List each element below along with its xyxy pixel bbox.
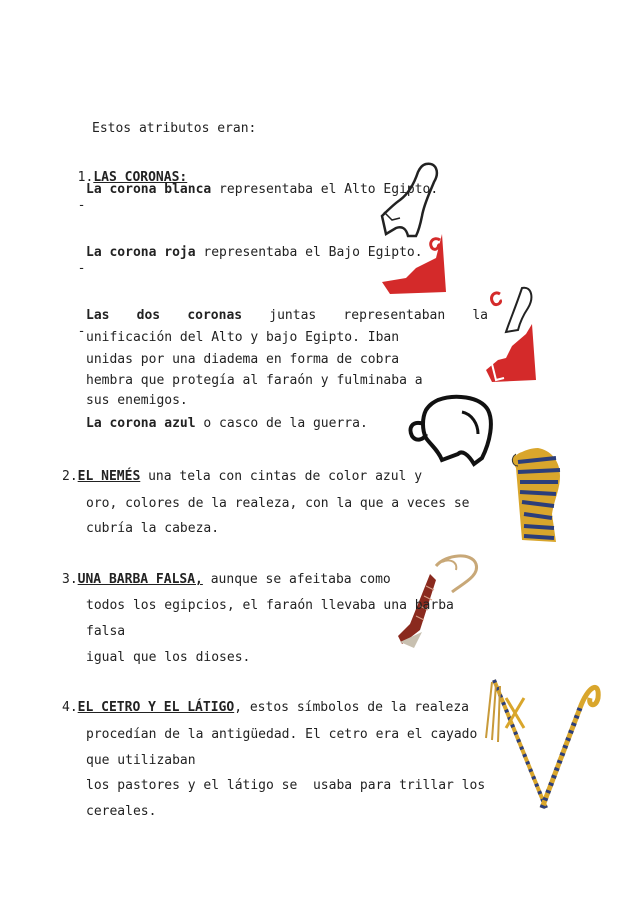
word: dos — [136, 308, 161, 323]
corona-roja-text — [86, 245, 423, 261]
word: la — [472, 308, 488, 323]
word: coronas — [187, 308, 243, 323]
bullet: - — [77, 198, 86, 213]
crook-and-flail-icon — [484, 668, 604, 818]
list-number: 4. — [62, 700, 78, 715]
red-crown-icon — [376, 228, 466, 298]
cetro-line-5: cereales. — [86, 804, 157, 819]
bullet: - — [77, 261, 86, 276]
nemes-icon — [508, 440, 564, 544]
word: Las — [86, 308, 110, 323]
blue-crown-icon — [402, 394, 496, 468]
barba-line-3: falsa — [86, 624, 126, 639]
corona-blanca-text — [86, 182, 438, 198]
barba-line-4: igual que los dioses. — [86, 650, 251, 665]
list-number: 2. — [62, 469, 78, 484]
term: La corona roja — [86, 245, 196, 260]
section-barba-line-1 — [62, 572, 391, 588]
bullet-corona-roja — [62, 245, 85, 277]
dos-coronas-line-3: unidas por una diadema en forma de cobra — [86, 352, 400, 367]
cetro-line-4: los pastores y el látigo se usaba para trillar los — [86, 778, 486, 793]
term: La corona azul — [86, 416, 196, 431]
bullet: - — [77, 324, 86, 339]
list-number: 1. — [77, 170, 94, 185]
description: o casco de la guerra. — [195, 416, 368, 431]
description: representaba el Bajo Egipto. — [195, 245, 423, 260]
section-heading: EL CETRO Y EL LÁTIGO — [77, 700, 235, 715]
intro-text: Estos atributos eran: — [92, 121, 257, 136]
cetro-line-2: procedían de la antigüedad. El cetro era el cayado — [86, 727, 478, 742]
barba-line-2: todos los egipcios, el faraón llevaba una barba — [86, 598, 454, 613]
double-crown-icon — [482, 284, 552, 384]
description: representaba el Alto Egipto. — [211, 182, 439, 197]
dos-coronas-line-1 — [86, 308, 488, 324]
term: La corona blanca — [86, 182, 212, 197]
description: aunque se afeitaba como — [202, 572, 391, 587]
dos-coronas-line-2: unificación del Alto y bajo Egipto. Iban — [86, 330, 400, 345]
section-nemes-line-1 — [62, 469, 422, 485]
section-heading: UNA BARBA FALSA, — [77, 572, 203, 587]
bullet-corona-blanca — [62, 182, 85, 214]
section-heading: EL NEMÉS — [77, 469, 141, 484]
section-heading: LAS CORONAS: — [93, 170, 188, 185]
cetro-line-3: que utilizaban — [86, 753, 196, 768]
corona-azul-text — [86, 416, 368, 432]
dos-coronas-line-4: hembra que protegía al faraón y fulminaba a — [86, 373, 423, 388]
section-cetro-line-1 — [62, 700, 469, 716]
description: , estos símbolos de la realeza — [234, 700, 470, 715]
nemes-line-3: cubría la cabeza. — [86, 521, 220, 536]
word: representaban — [343, 308, 446, 323]
description: una tela con cintas de color azul y — [140, 469, 423, 484]
word: juntas — [269, 308, 317, 323]
nemes-line-2: oro, colores de la realeza, con la que a veces se — [86, 496, 470, 511]
bullet-dos-coronas — [62, 308, 85, 340]
list-number: 3. — [62, 572, 78, 587]
dos-coronas-line-5: sus enemigos. — [86, 393, 188, 408]
